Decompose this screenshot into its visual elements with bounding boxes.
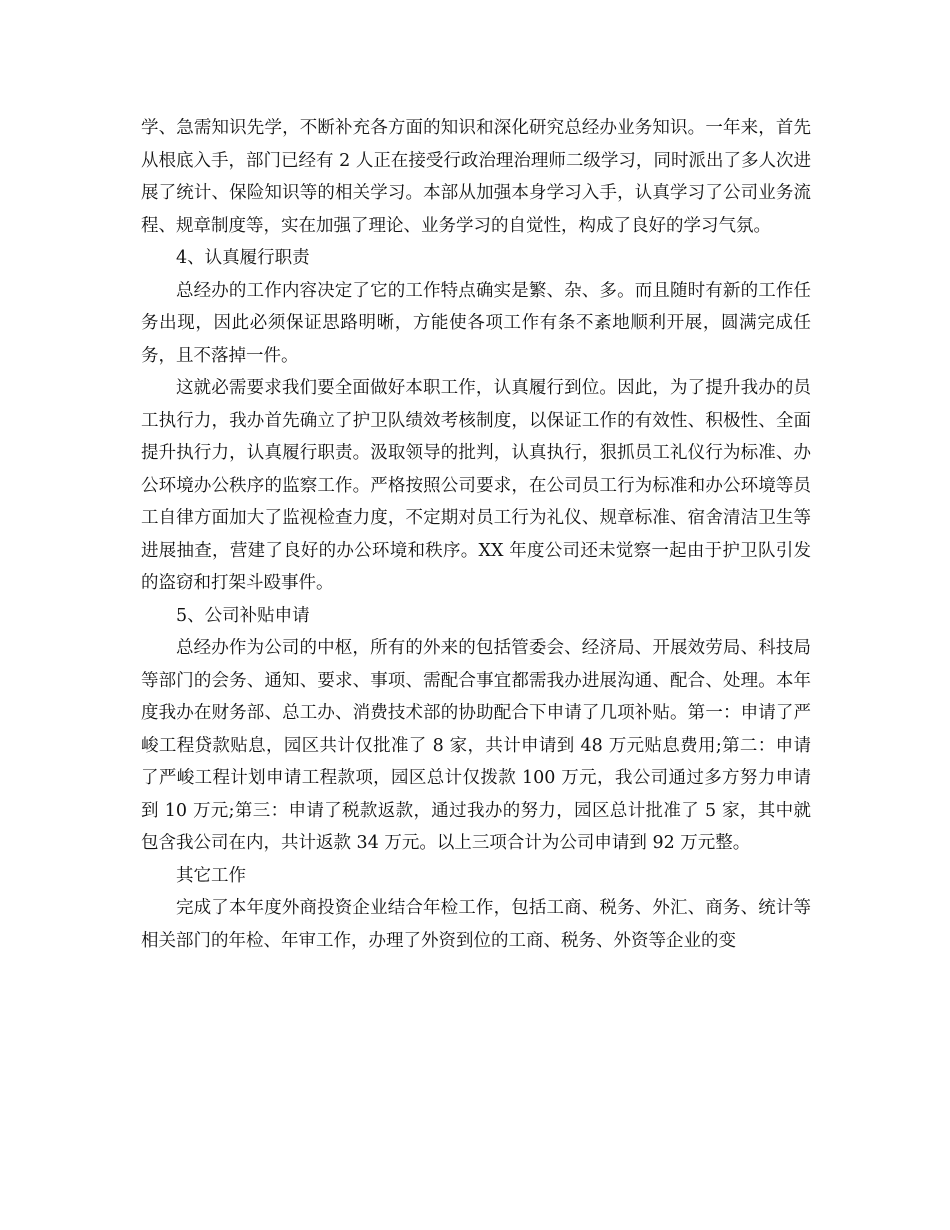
- document-page: [141, 112, 811, 957]
- section-heading-duties: 4、认真履行职责: [176, 248, 310, 268]
- paragraph-other-work: 完成了本年度外商投资企业结合年检工作，包括工商、税务、外汇、商务、统计等相关部门的年检、年审工作，办理了外资到位的工商、税务、外资等企业的变: [141, 898, 811, 951]
- paragraph-execution: 这就必需要求我们要全面做好本职工作，认真履行到位。因此，为了提升我办的员工执行力，我办首先确立了护卫队绩效考核制度，以保证工作的有效性、积极性、全面提升执行力，认真履行职责。汲取领导的批判，认真执行，狠抓员工礼仪行为标准、办公环境办公秩序的监察工作。严格按照公司要求，在公司员工行为标准和办公环境等员工自律方面加大了监视检查力度，不定期对员工行为礼仪、规章标准、宿舍清洁卫生等进展抽查，营建了良好的办公环境和秩序。XX 年度公司还未觉察一起由于护卫队引发的盗窃和打架斗殴事件。: [141, 378, 811, 593]
- paragraph-work-characteristics: 总经办的工作内容决定了它的工作特点确实是繁、杂、多。而且随时有新的工作任务出现，因此必须保证思路明晰，方能使各项工作有条不紊地顺利开展，圆满完成任务，且不落掉一件。: [141, 280, 811, 366]
- paragraph-learning-continued: 学、急需知识先学，不断补充各方面的知识和深化研究总经办业务知识。一年来，首先从根底入手，部门已经有 2 人正在接受行政治理治理师二级学习，同时派出了多人次进展了统计、保险知识等的相关学习。本部从加强本身学习入手，认真学习了公司业务流程、规章制度等，实在加强了理论、业务学习的自觉性，构成了良好的学习气氛。: [141, 118, 811, 236]
- section-heading-subsidy: 5、公司补贴申请: [176, 605, 310, 626]
- section-heading-other-work: 其它工作: [176, 865, 246, 886]
- paragraph-subsidy-details: 总经办作为公司的中枢，所有的外来的包括管委会、经济局、开展效劳局、科技局等部门的会务、通知、要求、事项、需配合事宜都需我办进展沟通、配合、处理。本年度我办在财务部、总工办、消费技术部的协助配合下申请了几项补贴。第一：申请了严峻工程贷款贴息，园区共计仅批准了 8 家，共计申请到 48 万元贴息费用;第二：申请了严峻工程计划申请工程款项，园区总计仅拨款 100 万元，我公司通过多方努力申请到 10 万元;第三：申请了税款返款，通过我办的努力，园区总计批准了 5 家，其中就包含我公司在内，共计返款 34 万元。以上三项合计为公司申请到 92 万元整。: [141, 638, 811, 853]
